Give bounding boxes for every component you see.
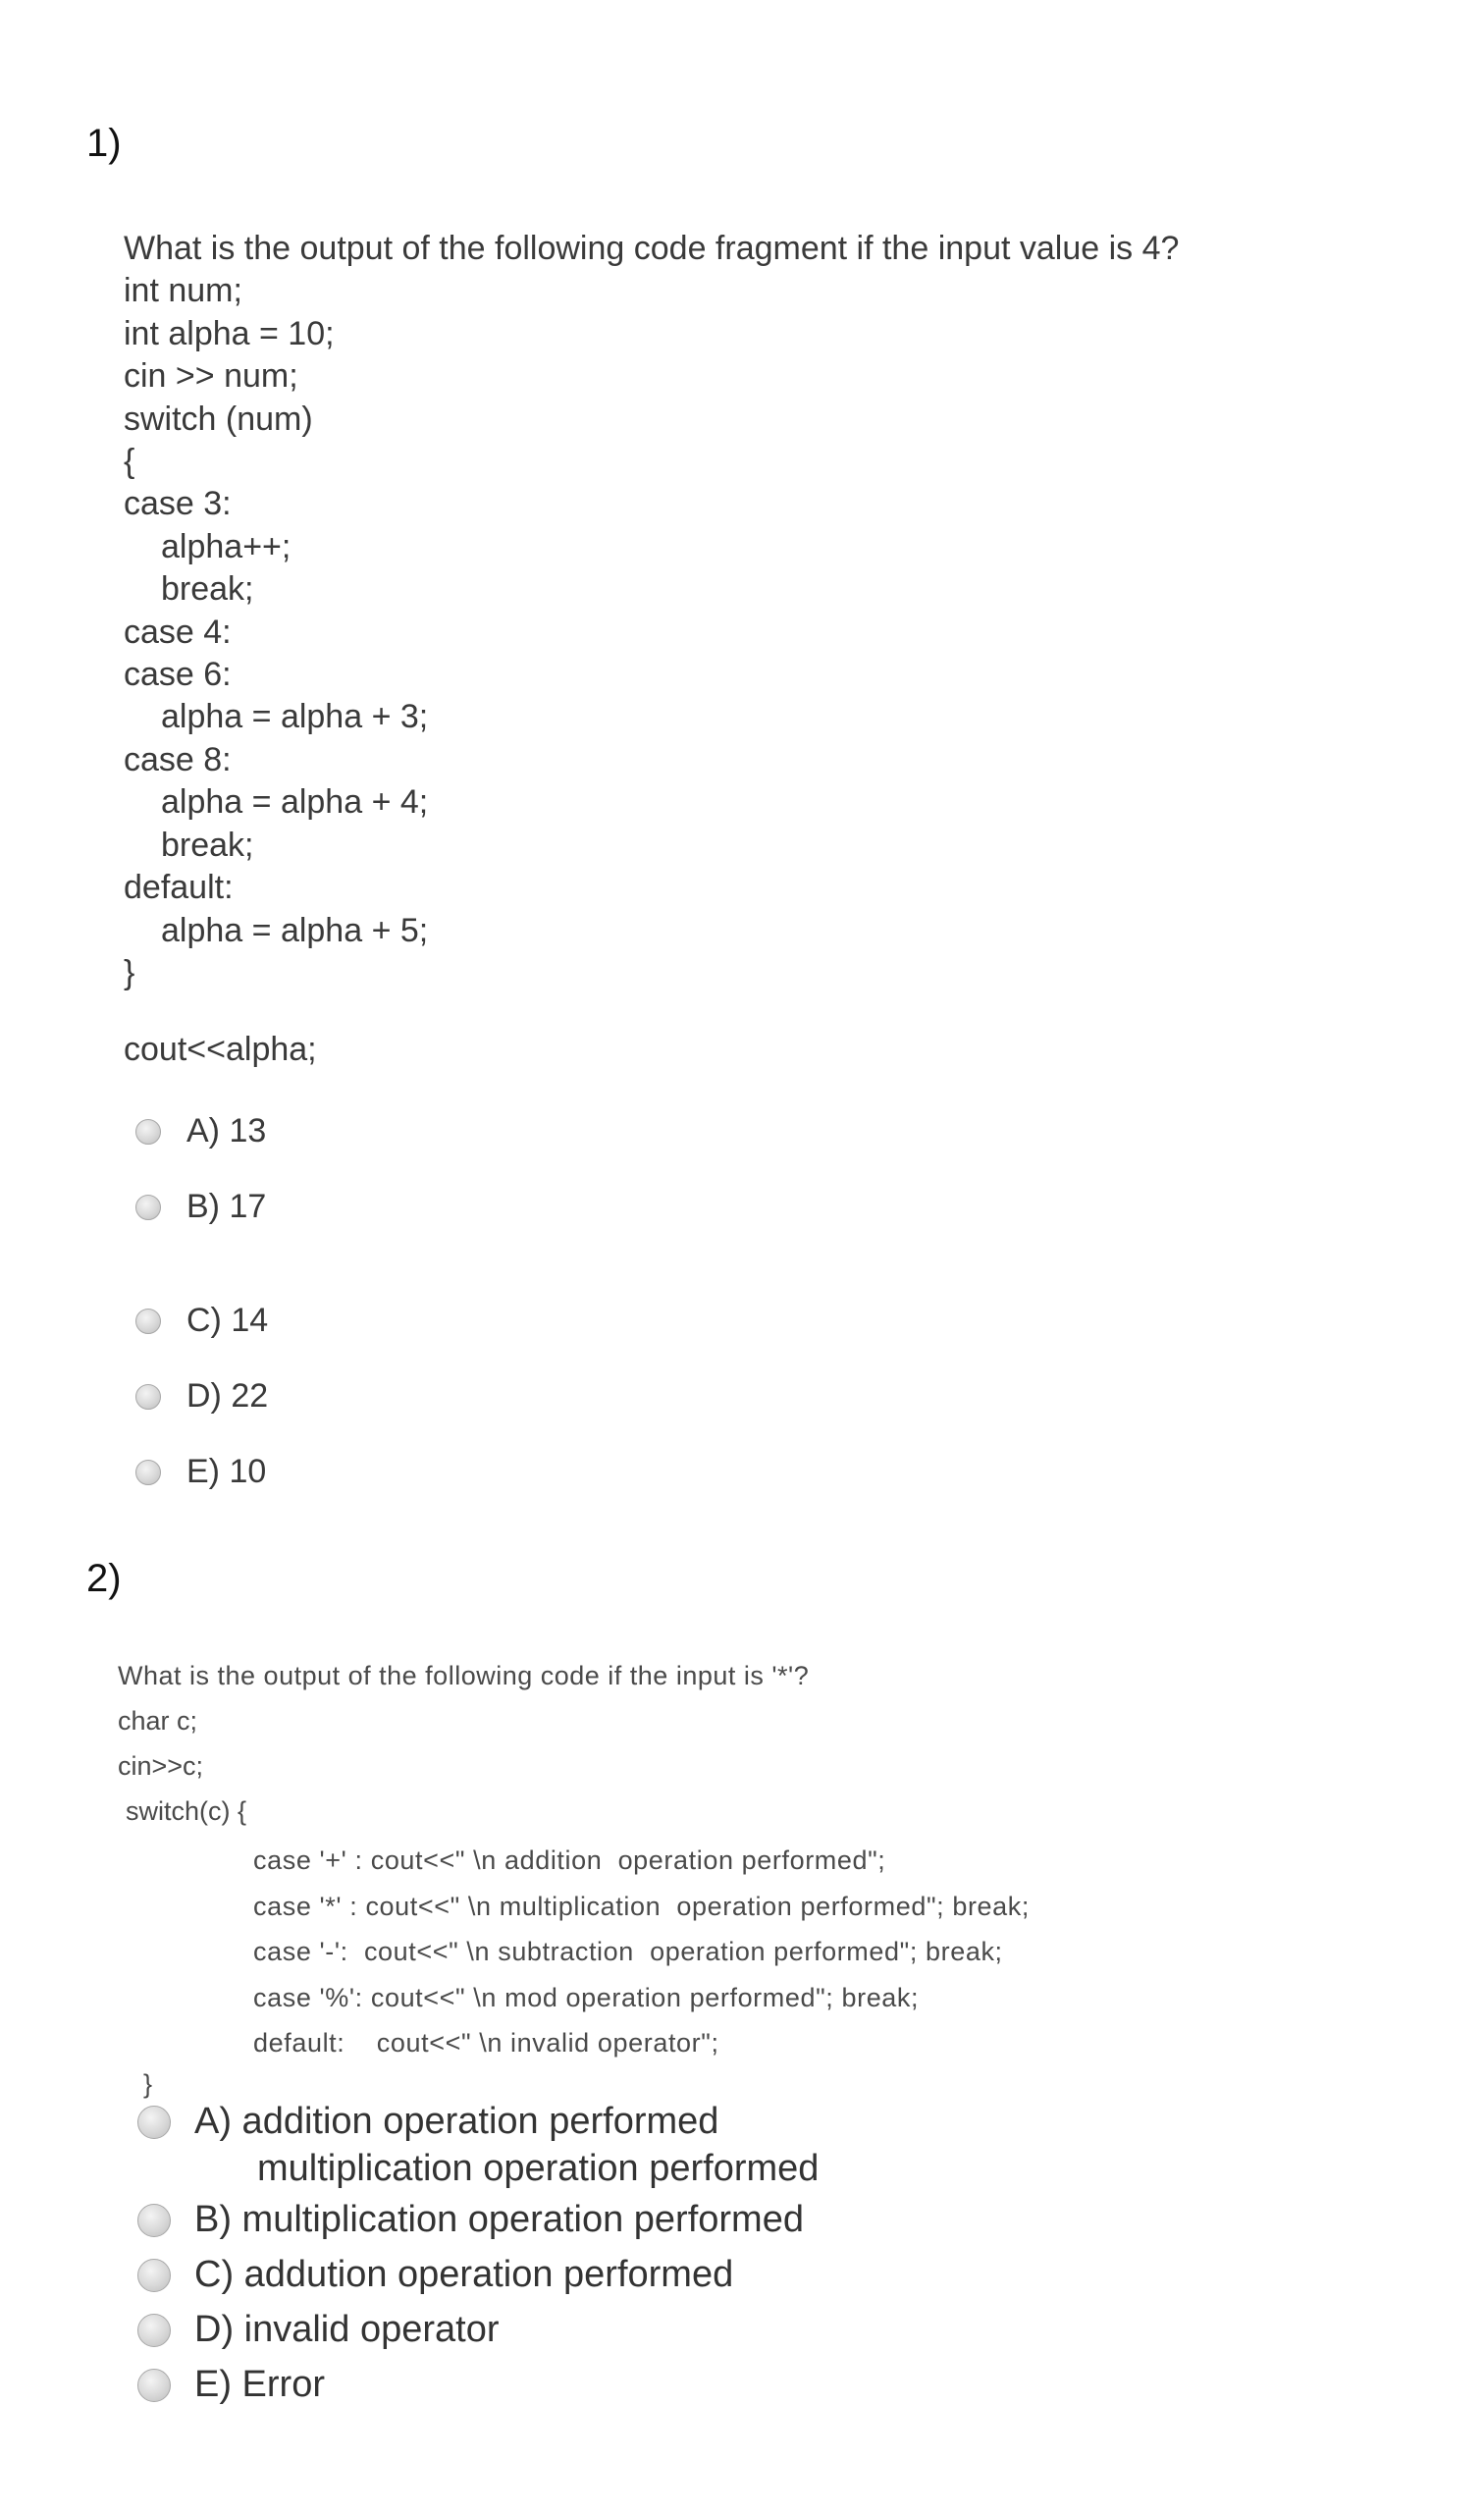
- code-line: case '%': cout<<" \n mod operation performed"; break;: [253, 1982, 920, 2012]
- q1-option-a[interactable]: [135, 1112, 266, 1150]
- code-line: cin>>c;: [118, 1751, 204, 1781]
- radio-button-icon[interactable]: [135, 1119, 161, 1145]
- option-label: D) 22: [186, 1377, 269, 1415]
- option-label: B) 17: [186, 1188, 267, 1225]
- code-line: case 8:: [124, 740, 232, 778]
- radio-button-icon[interactable]: [137, 2106, 171, 2139]
- code-line: alpha = alpha + 5;: [161, 911, 429, 949]
- code-line: case 4:: [124, 613, 232, 651]
- option-label: D) invalid operator: [194, 2309, 500, 2350]
- code-line: alpha++;: [161, 527, 292, 565]
- option-label: E) Error: [194, 2364, 325, 2405]
- code-line: switch (num): [124, 400, 313, 438]
- q1-option-c[interactable]: [135, 1302, 268, 1340]
- q1-option-d[interactable]: [135, 1377, 268, 1416]
- code-line: default:: [124, 869, 234, 907]
- code-line: break;: [161, 570, 254, 609]
- code-line: int num;: [124, 272, 242, 310]
- code-line: case '+' : cout<<" \n addition operation performed";: [253, 1845, 886, 1875]
- radio-button-icon[interactable]: [135, 1384, 161, 1410]
- option-label: A) 13: [186, 1112, 267, 1150]
- code-line: case 6:: [124, 656, 232, 694]
- code-line: default: cout<<" \n invalid operator";: [253, 2028, 719, 2058]
- option-label: C) 14: [186, 1302, 269, 1339]
- option-label: A) addition operation performed: [194, 2101, 719, 2142]
- question-2-text: What is the output of the following code if the input is '*'?: [118, 1661, 810, 1690]
- q2-option-a-continuation: multiplication operation performed: [257, 2148, 820, 2189]
- q2-option-c[interactable]: [137, 2254, 733, 2296]
- code-line: break;: [161, 826, 254, 864]
- code-line: int alpha = 10;: [124, 314, 335, 352]
- code-line: case '*' : cout<<" \n multiplication operation performed"; break;: [253, 1891, 1030, 1921]
- question-2-code-cases: [253, 1838, 1030, 2066]
- question-2-number: 2): [86, 1557, 122, 1600]
- radio-button-icon[interactable]: [135, 1309, 161, 1334]
- q2-option-d[interactable]: [137, 2309, 499, 2351]
- option-label: B) multiplication operation performed: [194, 2199, 804, 2240]
- radio-button-icon[interactable]: [135, 1195, 161, 1220]
- option-label: E) 10: [186, 1453, 267, 1490]
- q1-option-e[interactable]: [135, 1453, 266, 1491]
- code-line: case 3:: [124, 485, 232, 523]
- code-line: alpha = alpha + 4;: [161, 783, 429, 822]
- q2-option-b[interactable]: [137, 2199, 804, 2241]
- code-line: switch(c) {: [126, 1796, 247, 1826]
- code-line: alpha = alpha + 3;: [161, 698, 429, 736]
- q2-option-e[interactable]: [137, 2364, 325, 2406]
- question-1-code: [124, 228, 1179, 994]
- code-close-brace: }: [143, 2069, 153, 2099]
- question-1-text: What is the output of the following code fragment if the input value is 4?: [124, 230, 1180, 267]
- option-label: C) addution operation performed: [194, 2254, 734, 2295]
- radio-button-icon[interactable]: [137, 2314, 171, 2347]
- question-1-output-line: cout<<alpha;: [124, 1031, 317, 1068]
- code-line: {: [124, 443, 135, 481]
- radio-button-icon[interactable]: [137, 2369, 171, 2402]
- code-line: char c;: [118, 1706, 198, 1736]
- radio-button-icon[interactable]: [137, 2204, 171, 2237]
- q2-option-a[interactable]: [137, 2101, 718, 2143]
- radio-button-icon[interactable]: [135, 1460, 161, 1485]
- code-line: case '-': cout<<" \n subtraction operation performed"; break;: [253, 1937, 1003, 1966]
- radio-button-icon[interactable]: [137, 2259, 171, 2292]
- question-1-number: 1): [86, 122, 122, 165]
- code-line: cin >> num;: [124, 357, 298, 396]
- q1-option-b[interactable]: [135, 1188, 266, 1226]
- code-line: }: [124, 953, 135, 991]
